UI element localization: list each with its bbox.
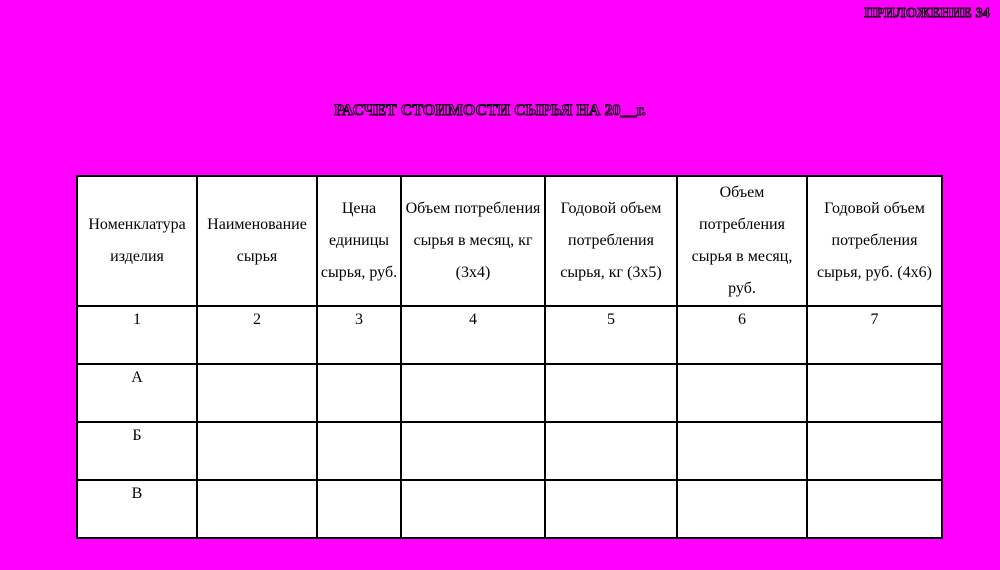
table-cell[interactable] bbox=[317, 364, 401, 422]
product-cell[interactable]: В bbox=[77, 480, 197, 538]
table-row bbox=[77, 422, 942, 480]
product-cell[interactable]: Б bbox=[77, 422, 197, 480]
table-row bbox=[77, 480, 942, 538]
column-number-cell: 4 bbox=[401, 306, 545, 364]
header-cell: Годовой объем потребления сырья, кг (3х5) bbox=[545, 176, 677, 306]
table-cell[interactable] bbox=[197, 364, 317, 422]
table-cell[interactable] bbox=[317, 422, 401, 480]
table-cell[interactable] bbox=[545, 480, 677, 538]
appendix-label: ПРИЛОЖЕНИЕ 34 bbox=[864, 6, 990, 21]
header-cell: Наименование сырья bbox=[197, 176, 317, 306]
table-cell[interactable] bbox=[807, 364, 942, 422]
header-cell: Годовой объем потребления сырья, руб. (4х6) bbox=[807, 176, 942, 306]
header-cell: Цена единицы сырья, руб. bbox=[317, 176, 401, 306]
table-cell[interactable] bbox=[401, 364, 545, 422]
header-cell: Номенклатура изделия bbox=[77, 176, 197, 306]
product-cell[interactable]: А bbox=[77, 364, 197, 422]
table-cell[interactable] bbox=[197, 422, 317, 480]
header-cell: Объем потребления сырья в месяц, кг (3х4) bbox=[401, 176, 545, 306]
column-number-row bbox=[77, 306, 942, 364]
table-cell[interactable] bbox=[401, 422, 545, 480]
table-row bbox=[77, 364, 942, 422]
table-cell[interactable] bbox=[545, 422, 677, 480]
table-cell[interactable] bbox=[677, 480, 807, 538]
column-number-cell: 3 bbox=[317, 306, 401, 364]
table-cell[interactable] bbox=[677, 364, 807, 422]
column-number-cell: 2 bbox=[197, 306, 317, 364]
table-cell[interactable] bbox=[807, 480, 942, 538]
table-cell[interactable] bbox=[807, 422, 942, 480]
column-number-cell: 6 bbox=[677, 306, 807, 364]
header-cell: Объем потребления сырья в месяц, руб. bbox=[677, 176, 807, 306]
raw-material-cost-table bbox=[76, 175, 943, 539]
document-title: РАСЧЕТ СТОИМОСТИ СЫРЬЯ НА 20__г. bbox=[334, 102, 646, 119]
column-number-cell: 7 bbox=[807, 306, 942, 364]
table-cell[interactable] bbox=[545, 364, 677, 422]
table-cell[interactable] bbox=[401, 480, 545, 538]
column-number-cell: 1 bbox=[77, 306, 197, 364]
table-cell[interactable] bbox=[317, 480, 401, 538]
column-number-cell: 5 bbox=[545, 306, 677, 364]
header-row bbox=[77, 176, 942, 306]
table-cell[interactable] bbox=[677, 422, 807, 480]
table-cell[interactable] bbox=[197, 480, 317, 538]
